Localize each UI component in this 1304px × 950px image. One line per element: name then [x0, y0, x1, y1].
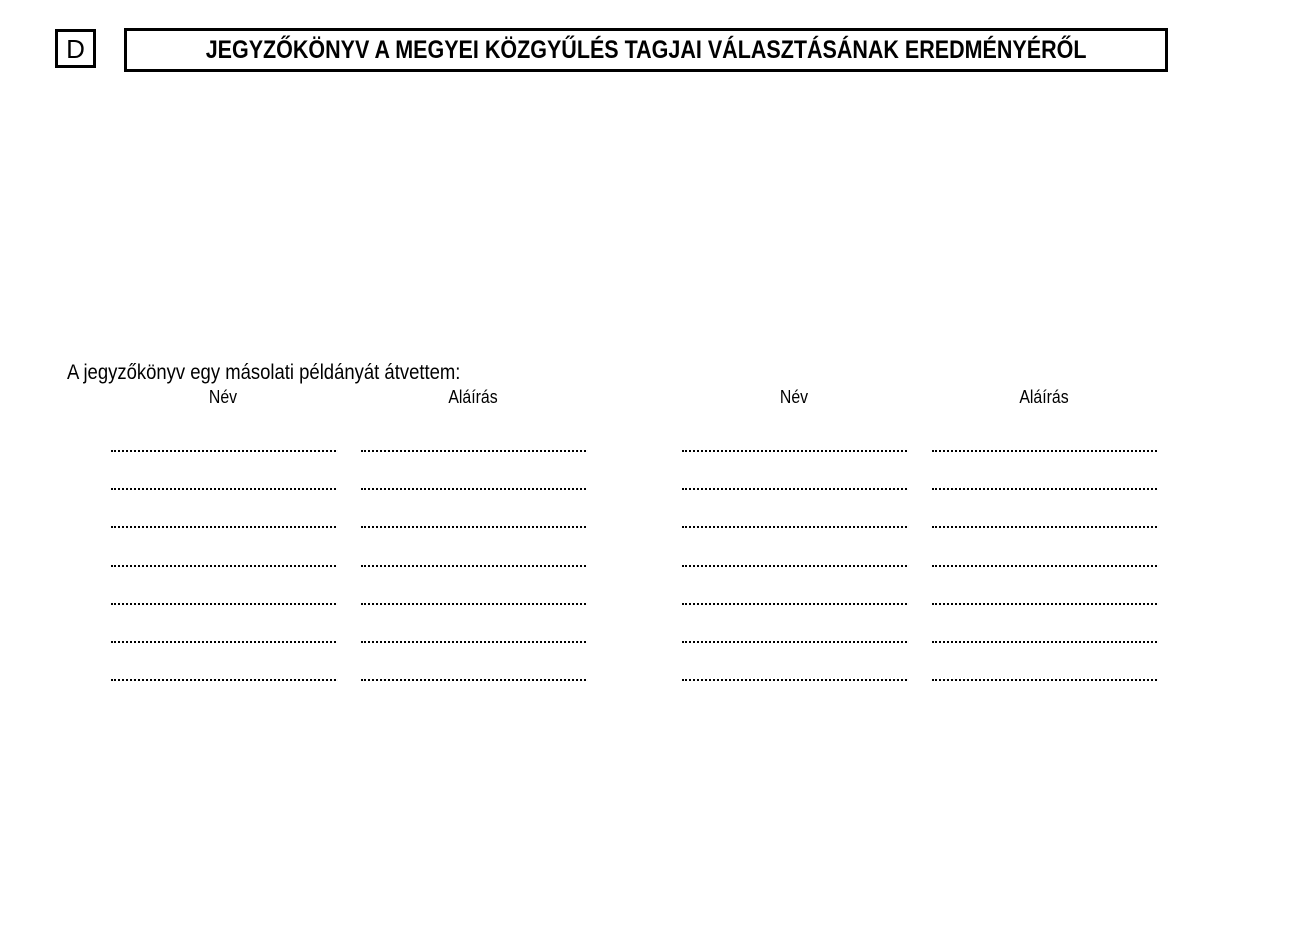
dotted-rule [932, 579, 1157, 605]
name-entry-line[interactable] [111, 655, 336, 693]
left-name-header: Név [208, 387, 238, 407]
name-entry-line[interactable] [111, 502, 336, 540]
name-entry-line[interactable] [111, 579, 336, 617]
receipt-statement: A jegyzőkönyv egy másolati példányát átvettem: [67, 361, 461, 384]
dotted-rule [932, 655, 1157, 681]
name-entry-line[interactable] [682, 579, 907, 617]
left-signature-column [361, 426, 586, 693]
dotted-rule [932, 464, 1157, 490]
dotted-rule [682, 579, 907, 605]
signature-entry-line[interactable] [932, 655, 1157, 693]
dotted-rule [111, 502, 336, 528]
dotted-rule [682, 426, 907, 452]
signature-entry-line[interactable] [361, 464, 586, 502]
name-entry-line[interactable] [111, 617, 336, 655]
document-title: JEGYZŐKÖNYV A MEGYEI KÖZGYŰLÉS TAGJAI VÁLASZTÁSÁNAK EREDMÉNYÉRŐL [205, 35, 1087, 64]
dotted-rule [111, 655, 336, 681]
dotted-rule [682, 655, 907, 681]
signature-entry-line[interactable] [361, 579, 586, 617]
dotted-rule [682, 617, 907, 643]
dotted-rule [361, 502, 586, 528]
dotted-rule [932, 617, 1157, 643]
name-entry-line[interactable] [682, 617, 907, 655]
dotted-rule [111, 464, 336, 490]
signature-entry-line[interactable] [932, 579, 1157, 617]
dotted-rule [682, 464, 907, 490]
dotted-rule [361, 464, 586, 490]
signature-entry-line[interactable] [932, 426, 1157, 464]
name-entry-line[interactable] [111, 426, 336, 464]
right-name-column [682, 426, 907, 693]
dotted-rule [361, 541, 586, 567]
dotted-rule [361, 426, 586, 452]
signature-entry-line[interactable] [361, 655, 586, 693]
dotted-rule [111, 579, 336, 605]
dotted-rule [932, 541, 1157, 567]
form-code-box [55, 29, 96, 68]
signature-entry-line[interactable] [361, 426, 586, 464]
dotted-rule [682, 541, 907, 567]
dotted-rule [682, 502, 907, 528]
signature-entry-line[interactable] [932, 541, 1157, 579]
name-entry-line[interactable] [682, 502, 907, 540]
signature-entry-line[interactable] [932, 502, 1157, 540]
name-entry-line[interactable] [111, 464, 336, 502]
signature-entry-line[interactable] [932, 617, 1157, 655]
form-code: D [66, 33, 85, 64]
name-entry-line[interactable] [682, 541, 907, 579]
name-entry-line[interactable] [682, 426, 907, 464]
name-entry-line[interactable] [682, 655, 907, 693]
right-signature-header: Aláírás [1019, 387, 1069, 407]
dotted-rule [932, 502, 1157, 528]
dotted-rule [111, 617, 336, 643]
name-entry-line[interactable] [682, 464, 907, 502]
name-entry-line[interactable] [111, 541, 336, 579]
dotted-rule [111, 426, 336, 452]
dotted-rule [361, 617, 586, 643]
dotted-rule [111, 541, 336, 567]
left-name-column [111, 426, 336, 693]
dotted-rule [361, 579, 586, 605]
signature-entry-line[interactable] [361, 617, 586, 655]
dotted-rule [361, 655, 586, 681]
right-signature-column [932, 426, 1157, 693]
right-name-header: Név [779, 387, 809, 407]
signature-entry-line[interactable] [361, 502, 586, 540]
title-box [124, 28, 1168, 72]
signature-entry-line[interactable] [361, 541, 586, 579]
signature-entry-line[interactable] [932, 464, 1157, 502]
left-signature-header: Aláírás [448, 387, 498, 407]
dotted-rule [932, 426, 1157, 452]
